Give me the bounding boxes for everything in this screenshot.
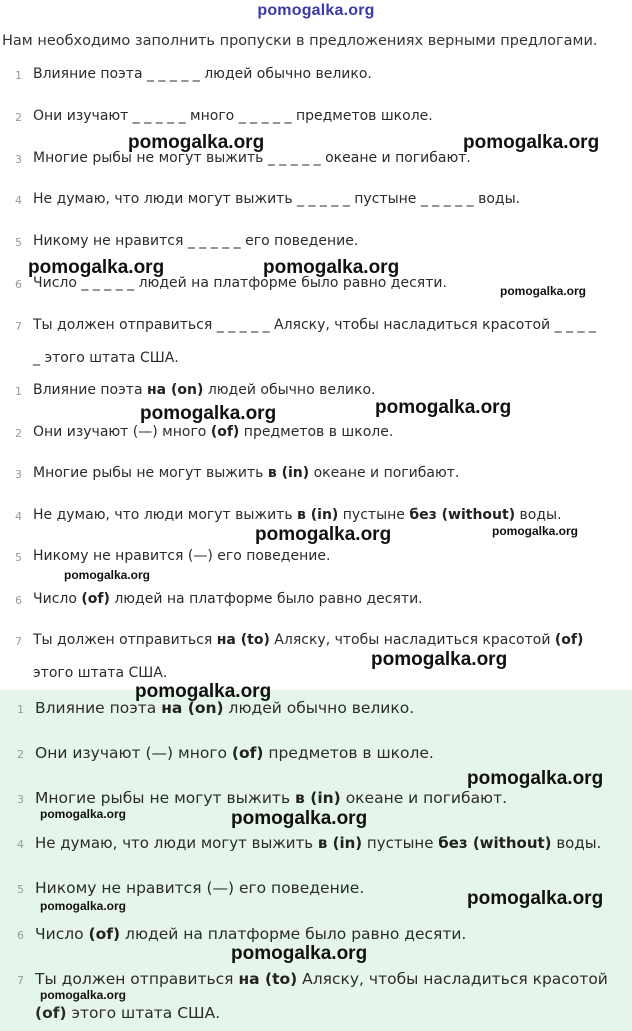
watermark-text: pomogalka.org [467, 768, 604, 789]
watermark-text: pomogalka.org [231, 943, 368, 964]
question-text: Многие рыбы не могут выжить _ _ _ _ _ океане и погибают. [33, 150, 471, 166]
watermark-text: pomogalka.org [231, 808, 368, 829]
answer-text: Многие рыбы не могут выжить в (in) океане и погибают. [33, 465, 460, 481]
question-text-continued: _ этого штата США. [33, 350, 179, 366]
watermark-text: pomogalka.org [135, 681, 272, 702]
question-text: Влияние поэта _ _ _ _ _ людей обычно велико. [33, 66, 372, 82]
answer-text: Они изучают (—) много (of) предметов в школе. [35, 744, 434, 762]
answer-number: 7 [15, 635, 22, 648]
answer-text: Никому не нравится (—) его поведение. [33, 548, 331, 564]
answer-number: 5 [15, 551, 22, 564]
answer-text: Ты должен отправиться на (to) Аляску, чтобы насладиться красотой (of) [33, 632, 584, 648]
watermark-text: pomogalka.org [28, 257, 165, 278]
question-number: 6 [15, 278, 22, 291]
question-number: 4 [15, 194, 22, 207]
answer-number: 7 [17, 974, 24, 987]
question-text: Число _ _ _ _ _ людей на платформе было равно десяти. [33, 275, 447, 291]
question-number: 7 [15, 320, 22, 333]
watermark-text: pomogalka.org [371, 649, 508, 670]
answer-text: Ты должен отправиться на (to) Аляску, чтобы насладиться красотой [35, 970, 608, 988]
watermark-text: pomogalka.org [375, 397, 512, 418]
answer-text: Никому не нравится (—) его поведение. [35, 879, 365, 897]
answer-text: Не думаю, что люди могут выжить в (in) пустыне без (without) воды. [35, 834, 602, 852]
answer-text: Влияние поэта на (on) людей обычно велико. [35, 699, 415, 717]
watermark-text: pomogalka.org [492, 524, 579, 538]
watermark-text: pomogalka.org [263, 257, 400, 278]
task-intro: Нам необходимо заполнить пропуски в предложениях верными предлогами. [2, 33, 598, 49]
watermark-text: pomogalka.org [40, 807, 127, 821]
answer-text: Многие рыбы не могут выжить в (in) океане и погибают. [35, 789, 508, 807]
answer-number: 1 [17, 703, 24, 716]
answer-text: Число (of) людей на платформе было равно десяти. [35, 925, 467, 943]
answer-number: 5 [17, 883, 24, 896]
watermark-text: pomogalka.org [463, 132, 600, 153]
question-number: 5 [15, 236, 22, 249]
answer-number: 2 [17, 748, 24, 761]
question-text: Они изучают _ _ _ _ _ много _ _ _ _ _ предметов школе. [33, 108, 433, 124]
answer-text-continued: (of) этого штата США. [35, 1004, 221, 1022]
answer-text: Они изучают (—) много (of) предметов в школе. [33, 424, 394, 440]
watermark-text: pomogalka.org [255, 524, 392, 545]
answer-number: 4 [17, 838, 24, 851]
watermark-text: pomogalka.org [140, 403, 277, 424]
answer-number: 4 [15, 510, 22, 523]
watermark-text: pomogalka.org [500, 284, 587, 298]
answer-text: Влияние поэта на (on) людей обычно велико. [33, 382, 376, 398]
question-number: 3 [15, 153, 22, 166]
watermark-text: pomogalka.org [64, 568, 151, 582]
question-number: 2 [15, 111, 22, 124]
question-text: Никому не нравится _ _ _ _ _ его поведение. [33, 233, 359, 249]
answer-number: 6 [17, 929, 24, 942]
watermark-text: pomogalka.org [128, 132, 265, 153]
question-text: Ты должен отправиться _ _ _ _ _ Аляску, чтобы насладиться красотой _ _ _ _ [33, 317, 596, 333]
question-text: Не думаю, что люди могут выжить _ _ _ _ _ пустыне _ _ _ _ _ воды. [33, 191, 521, 207]
question-number: 1 [15, 69, 22, 82]
answer-number: 1 [15, 385, 22, 398]
answer-number: 2 [15, 427, 22, 440]
site-watermark-top: pomogalka.org [257, 2, 375, 19]
answer-number: 6 [15, 594, 22, 607]
watermark-text: pomogalka.org [467, 888, 604, 909]
answer-number: 3 [17, 793, 24, 806]
answer-text: Не думаю, что люди могут выжить в (in) пустыне без (without) воды. [33, 507, 562, 523]
answer-text: Число (of) людей на платформе было равно десяти. [33, 591, 423, 607]
answer-text-continued: этого штата США. [33, 665, 168, 681]
watermark-text: pomogalka.org [40, 899, 127, 913]
watermark-text: pomogalka.org [40, 988, 127, 1002]
answer-number: 3 [15, 468, 22, 481]
